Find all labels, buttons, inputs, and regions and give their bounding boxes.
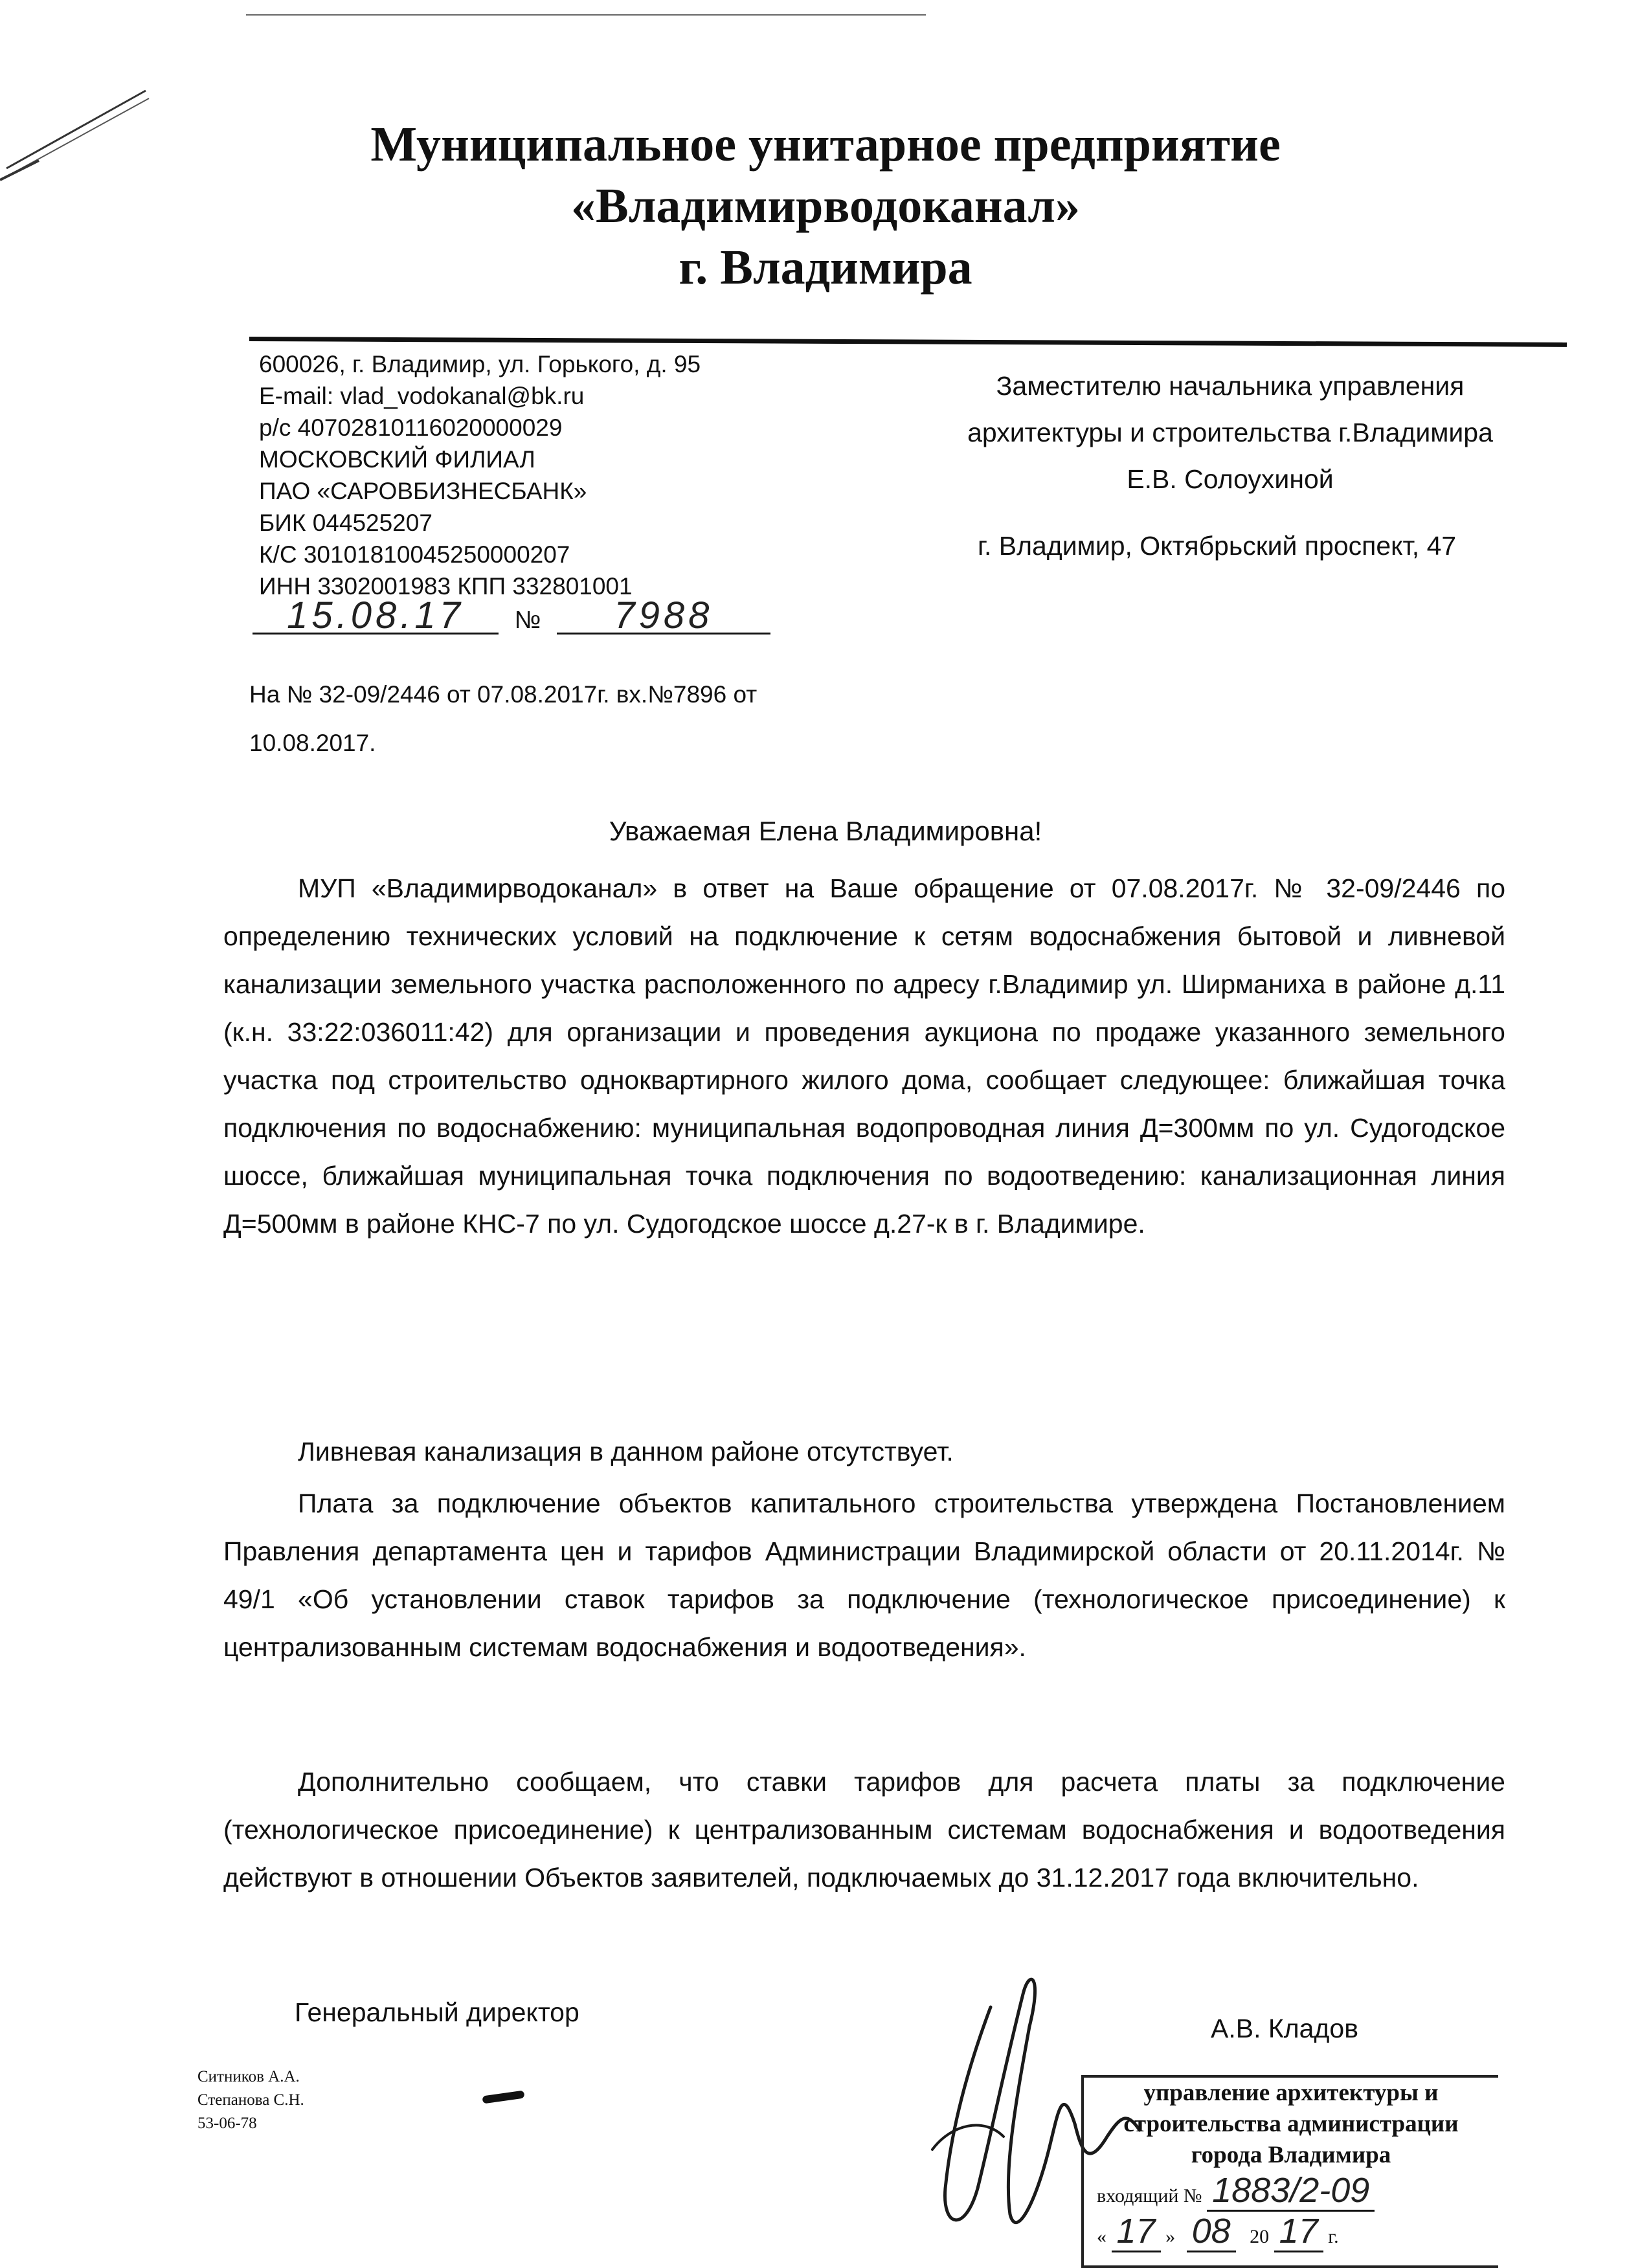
signatory-role: Генеральный директор: [295, 1997, 579, 2027]
letter-body-p1-block: [223, 864, 1505, 1248]
sender-address: 600026, г. Владимир, ул. Горького, д. 95: [259, 351, 701, 377]
outgoing-registration: [253, 594, 770, 636]
incoming-stamp: [1081, 2075, 1498, 2268]
org-name-line2: «Владимирводоканал»: [571, 179, 1080, 233]
stamp-date-open: «: [1097, 2226, 1106, 2247]
sender-bik: БИК 044525207: [259, 510, 432, 536]
sender-account: р/с 40702810116020000029: [259, 414, 563, 441]
letter-paragraph: Ливневая канализация в данном районе отсутствует.: [298, 1437, 954, 1466]
letter-paragraph: Плата за подключение объектов капитального строительства утверждена Постановлением Правления департамента цен и тарифов Администрации Владимирской области от 20.11.2014г. № 49/1 «Об установлении ставок тарифов за подключение (технологическое присоединение) к централизованным системам водоснабжения и водоотведения».: [223, 1488, 1505, 1662]
stamp-line2: строительства администрации: [1123, 2111, 1459, 2137]
signatory-name: А.В. Кладов: [1211, 2014, 1358, 2043]
addressee-address: г. Владимир, Октябрьский проспект, 47: [978, 531, 1457, 561]
ink-dash-mark: [482, 2091, 524, 2104]
stamp-date-close: »: [1165, 2226, 1176, 2247]
executor-phone: 53-06-78: [197, 2115, 257, 2132]
sender-details: [259, 348, 701, 602]
stamp-date-month: 08: [1187, 2212, 1236, 2252]
outgoing-number-label: №: [514, 607, 541, 634]
letter-paragraph: Дополнительно сообщаем, что ставки тарифов для расчета платы за подключение (технологическое присоединение) к централизованным системам водоснабжения и водоотведения действуют в отношении Объектов заявителей, подключаемых до 31.12.2017 года включительно.: [223, 1767, 1505, 1892]
sender-email: E-mail: vlad_vodokanal@bk.ru: [259, 383, 585, 409]
executor-name-1: Ситников А.А.: [197, 2068, 300, 2085]
addressee-position: Заместителю начальника управления: [996, 371, 1465, 401]
stamp-incoming-row: [1097, 2171, 1498, 2212]
outgoing-date: 15.08.17: [253, 599, 499, 634]
stamp-year-suffix: 17: [1274, 2212, 1323, 2252]
stamp-date-day: 17: [1112, 2212, 1161, 2252]
sender-bank: ПАО «САРОВБИЗНЕСБАНК»: [259, 478, 587, 504]
stamp-year-g: г.: [1328, 2226, 1339, 2247]
stamp-incoming-label: входящий №: [1097, 2185, 1202, 2206]
reference-line: На № 32-09/2446 от 07.08.2017г. вх.№7896 от 10.08.2017.: [249, 681, 758, 756]
greeting: Уважаемая Елена Владимировна!: [609, 816, 1042, 846]
sender-branch: МОСКОВСКИЙ ФИЛИАЛ: [259, 446, 535, 473]
stamp-year-prefix: 20: [1250, 2226, 1270, 2247]
stamp-line1: управление архитектуры и: [1143, 2080, 1439, 2106]
scan-mark-top: [246, 14, 926, 16]
addressee-department: архитектуры и строительства г.Владимира: [967, 418, 1493, 447]
letter-body-p4-block: [223, 1758, 1505, 1902]
org-name-line1: Муниципальное унитарное предприятие: [370, 117, 1281, 172]
letterhead-divider: [249, 337, 1567, 347]
addressee-name: Е.В. Солоухиной: [1127, 464, 1334, 494]
addressee-block: [906, 363, 1554, 502]
stamp-line3: города Владимира: [1191, 2142, 1391, 2168]
org-city-line: г. Владимира: [679, 240, 972, 295]
letter-body-p3-block: [223, 1479, 1505, 1671]
stamp-incoming-number: 1883/2-09: [1207, 2171, 1375, 2212]
sender-corr-account: К/С 30101810045250000207: [259, 541, 570, 568]
executor-name-2: Степанова С.Н.: [197, 2091, 304, 2109]
outgoing-number: 7988: [557, 599, 770, 634]
letter-paragraph: МУП «Владимирводоканал» в ответ на Ваше обращение от 07.08.2017г. № 32-09/2446 по определению технических условий на подключение к сетям водоснабжения бытовой и ливневой канализации земельного участка расположенного по адресу г.Владимир ул. Ширманиха в районе д.11 (к.н. 33:22:036011:42) для организации и проведения аукциона по продаже указанного земельного участка под строительство одноквартирного жилого дома, сообщает следующее: ближайшая точка подключения по водоснабжению: муниципальная водопроводная линия Д=300мм по ул. Судогодское шоссе, ближайшая муниципальная точка подключения по водоотведению: канализационная линия Д=500мм в районе КНС-7 по ул. Судогодское шоссе д.27-к в г. Владимире.: [223, 873, 1505, 1239]
letter-body-p2-block: [223, 1428, 1505, 1476]
stamp-date-row: [1097, 2212, 1498, 2252]
executor-block: [197, 2065, 304, 2135]
sender-inn-kpp: ИНН 3302001983 КПП 332801001: [259, 573, 633, 600]
